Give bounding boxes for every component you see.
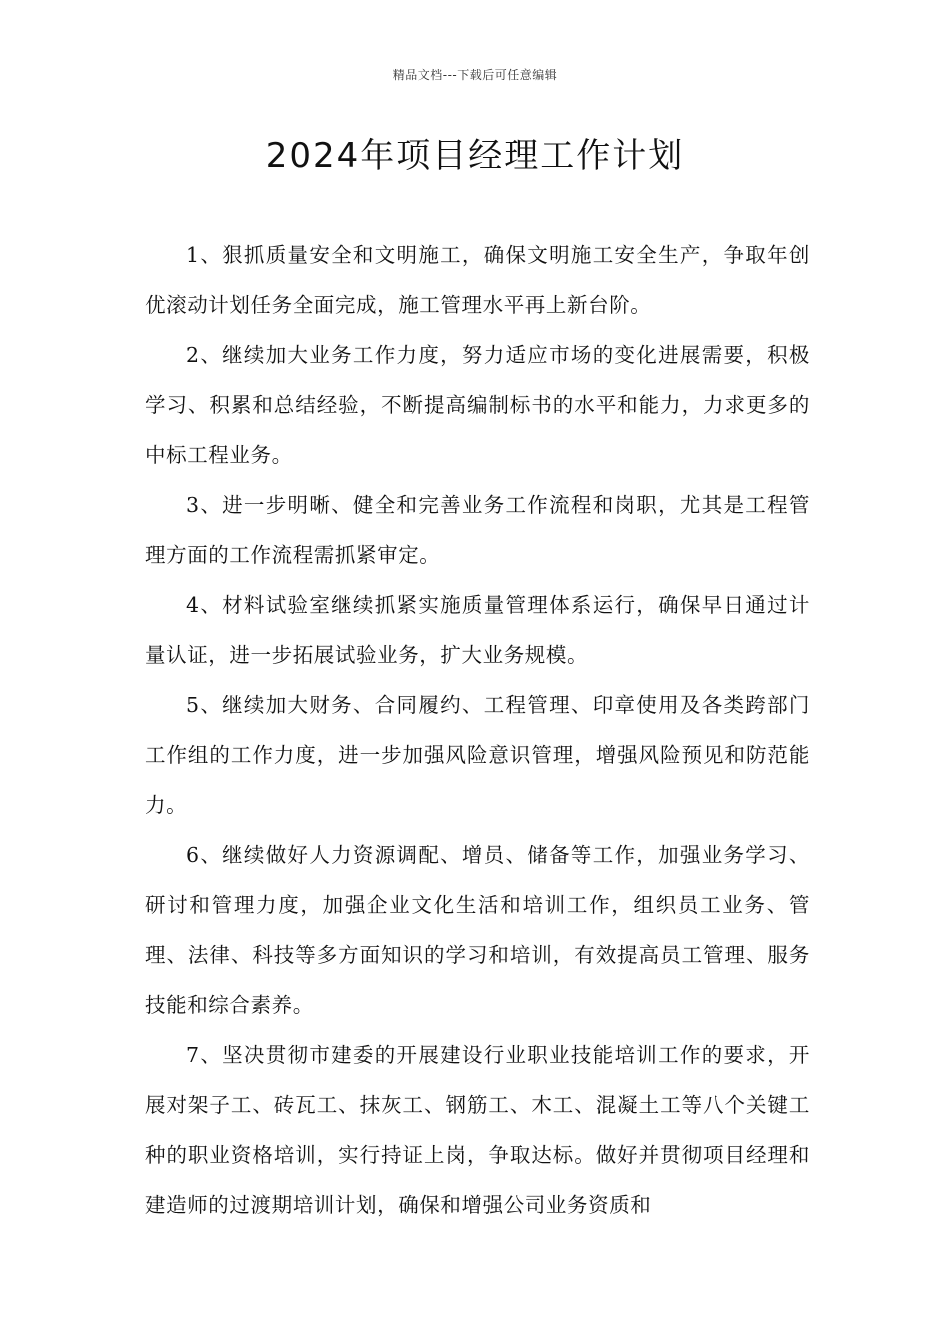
paragraph-4: 4、材料试验室继续抓紧实施质量管理体系运行，确保早日通过计量认证，进一步拓展试验业务，扩大业务规模。: [145, 593, 810, 667]
paragraph-1: 1、狠抓质量安全和文明施工，确保文明施工安全生产，争取年创优滚动计划任务全面完成，施工管理水平再上新台阶。: [145, 243, 810, 317]
document-body: [145, 230, 810, 1230]
paragraph-7: 7、坚决贯彻市建委的开展建设行业职业技能培训工作的要求，开展对架子工、砖瓦工、抹灰工、钢筋工、木工、混凝土工等八个关键工种的职业资格培训，实行持证上岗，争取达标。做好并贯彻项目经理和建造师的过渡期培训计划，确保和增强公司业务资质和: [145, 1043, 810, 1217]
paragraph-2: 2、继续加大业务工作力度，努力适应市场的变化进展需要，积极学习、积累和总结经验，不断提高编制标书的水平和能力，力求更多的中标工程业务。: [145, 343, 810, 467]
document-title: 2024年项目经理工作计划: [265, 136, 685, 176]
header-note: 精品文档---下载后可任意编辑: [392, 68, 558, 82]
paragraph-5: 5、继续加大财务、合同履约、工程管理、印章使用及各类跨部门工作组的工作力度，进一步加强风险意识管理，增强风险预见和防范能力。: [145, 693, 810, 817]
paragraph-3: 3、进一步明晰、健全和完善业务工作流程和岗职，尤其是工程管理方面的工作流程需抓紧审定。: [145, 493, 810, 567]
paragraph-6: 6、继续做好人力资源调配、增员、储备等工作，加强业务学习、研讨和管理力度，加强企业文化生活和培训工作，组织员工业务、管理、法律、科技等多方面知识的学习和培训，有效提高员工管理、服务技能和综合素养。: [145, 843, 810, 1017]
